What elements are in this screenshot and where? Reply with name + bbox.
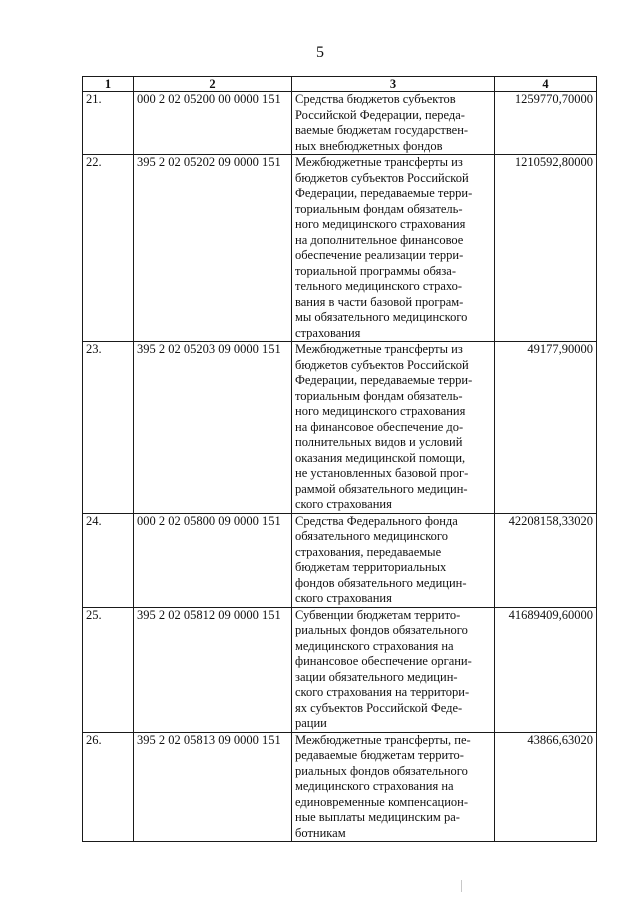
description-line: раммой обязательного медицин- (295, 481, 468, 496)
description-line: тельного медицинского страхо- (295, 279, 463, 293)
description-line: бюджетам территориальных (295, 560, 447, 574)
budget-code: 395 2 02 05203 09 0000 151 (134, 342, 292, 514)
header-col-1: 1 (83, 77, 134, 92)
description-line: медицинского страхования на (295, 638, 454, 653)
description-line: ториальным фондам обязатель- (295, 201, 463, 216)
description-line: ториальным фондам обязатель- (295, 388, 463, 403)
description (292, 732, 495, 842)
amount: 43866,63020 (495, 732, 597, 842)
description-line: оказания медицинской помощи, (295, 450, 466, 465)
description-line: ного медицинского страхования (295, 217, 466, 231)
description-line: ского страхования на территори- (295, 685, 470, 699)
description-line: Федерации, передаваемые терри- (295, 186, 473, 200)
budget-code: 395 2 02 05813 09 0000 151 (134, 732, 292, 842)
description-line: на дополнительное финансовое (295, 232, 464, 247)
row-number: 21. (83, 92, 134, 155)
description-line: страхования (295, 325, 361, 340)
description-line: страхования, передаваемые (295, 544, 442, 559)
header-row (83, 77, 597, 92)
description-line: риальных фондов обязательного (295, 623, 468, 637)
amount: 42208158,33020 (495, 513, 597, 607)
description-line: мы обязательного медицинского (295, 310, 468, 324)
description-line: Межбюджетные трансферты из (295, 155, 463, 169)
table-row (83, 607, 597, 732)
description (292, 342, 495, 514)
description-line: бюджетов субъектов Российской (295, 170, 469, 185)
row-number: 26. (83, 732, 134, 842)
description-line: медицинского страхования на (295, 779, 454, 793)
table-row (83, 92, 597, 155)
table-row (83, 513, 597, 607)
description (292, 155, 495, 342)
description-line: обязательного медицинского (295, 529, 449, 543)
description-line: бюджетов субъектов Российской (295, 357, 469, 372)
amount: 49177,90000 (495, 342, 597, 514)
header-col-4: 4 (495, 77, 597, 92)
scan-mark (461, 880, 462, 892)
description-line: финансовое обеспечение органи- (295, 654, 472, 668)
row-number: 22. (83, 155, 134, 342)
table-row (83, 155, 597, 342)
budget-code: 395 2 02 05812 09 0000 151 (134, 607, 292, 732)
table-body (83, 92, 597, 842)
table-row (83, 732, 597, 842)
table-row (83, 342, 597, 514)
description-line: рации (295, 716, 327, 730)
amount: 1210592,80000 (495, 155, 597, 342)
description-line: Средства бюджетов субъектов (295, 92, 456, 106)
description-line: на финансовое обеспечение до- (295, 419, 464, 434)
row-number: 23. (83, 342, 134, 514)
description-line: ные выплаты медицинским ра- (295, 810, 460, 824)
amount: 1259770,70000 (495, 92, 597, 155)
description-line: ного медицинского страхования (295, 404, 466, 418)
description-line: Межбюджетные трансферты, пе- (295, 732, 471, 747)
amount: 41689409,60000 (495, 607, 597, 732)
description-line: полнительных видов и условий (295, 435, 463, 449)
description-line: не установленных базовой прог- (295, 466, 469, 480)
budget-code: 000 2 02 05200 00 0000 151 (134, 92, 292, 155)
description-line: Средства Федерального фонда (295, 513, 458, 528)
description-line: Межбюджетные трансферты из (295, 342, 463, 356)
description-line: ботникам (295, 825, 346, 840)
description-line: ского страхования (295, 497, 392, 511)
description (292, 607, 495, 732)
description-line: ваемые бюджетам государствен- (295, 123, 469, 137)
description (292, 513, 495, 607)
description-line: фондов обязательного медицин- (295, 575, 467, 590)
description (292, 92, 495, 155)
description-line: обеспечение реализации терри- (295, 248, 464, 262)
page-number: 5 (316, 44, 324, 61)
description-line: ях субъектов Российской Феде- (295, 700, 463, 715)
description-line: вания в части базовой програм- (295, 294, 464, 309)
budget-code: 395 2 02 05202 09 0000 151 (134, 155, 292, 342)
row-number: 24. (83, 513, 134, 607)
description-line: ского страхования (295, 591, 392, 605)
description-line: Российской Федерации, переда- (295, 107, 465, 122)
description-line: единовременные компенсацион- (295, 794, 468, 809)
header-col-3: 3 (292, 77, 495, 92)
table-header (83, 77, 597, 92)
budget-table (82, 76, 597, 842)
row-number: 25. (83, 607, 134, 732)
description-line: зации обязательного медицин- (295, 669, 458, 684)
description-line: ториальной программы обяза- (295, 263, 456, 278)
description-line: Федерации, передаваемые терри- (295, 373, 473, 387)
description-line: ных внебюджетных фондов (295, 138, 443, 153)
description-line: риальных фондов обязательного (295, 763, 468, 778)
header-col-2: 2 (134, 77, 292, 92)
description-line: Субвенции бюджетам террито- (295, 607, 461, 622)
description-line: редаваемые бюджетам террито- (295, 748, 464, 762)
budget-code: 000 2 02 05800 09 0000 151 (134, 513, 292, 607)
